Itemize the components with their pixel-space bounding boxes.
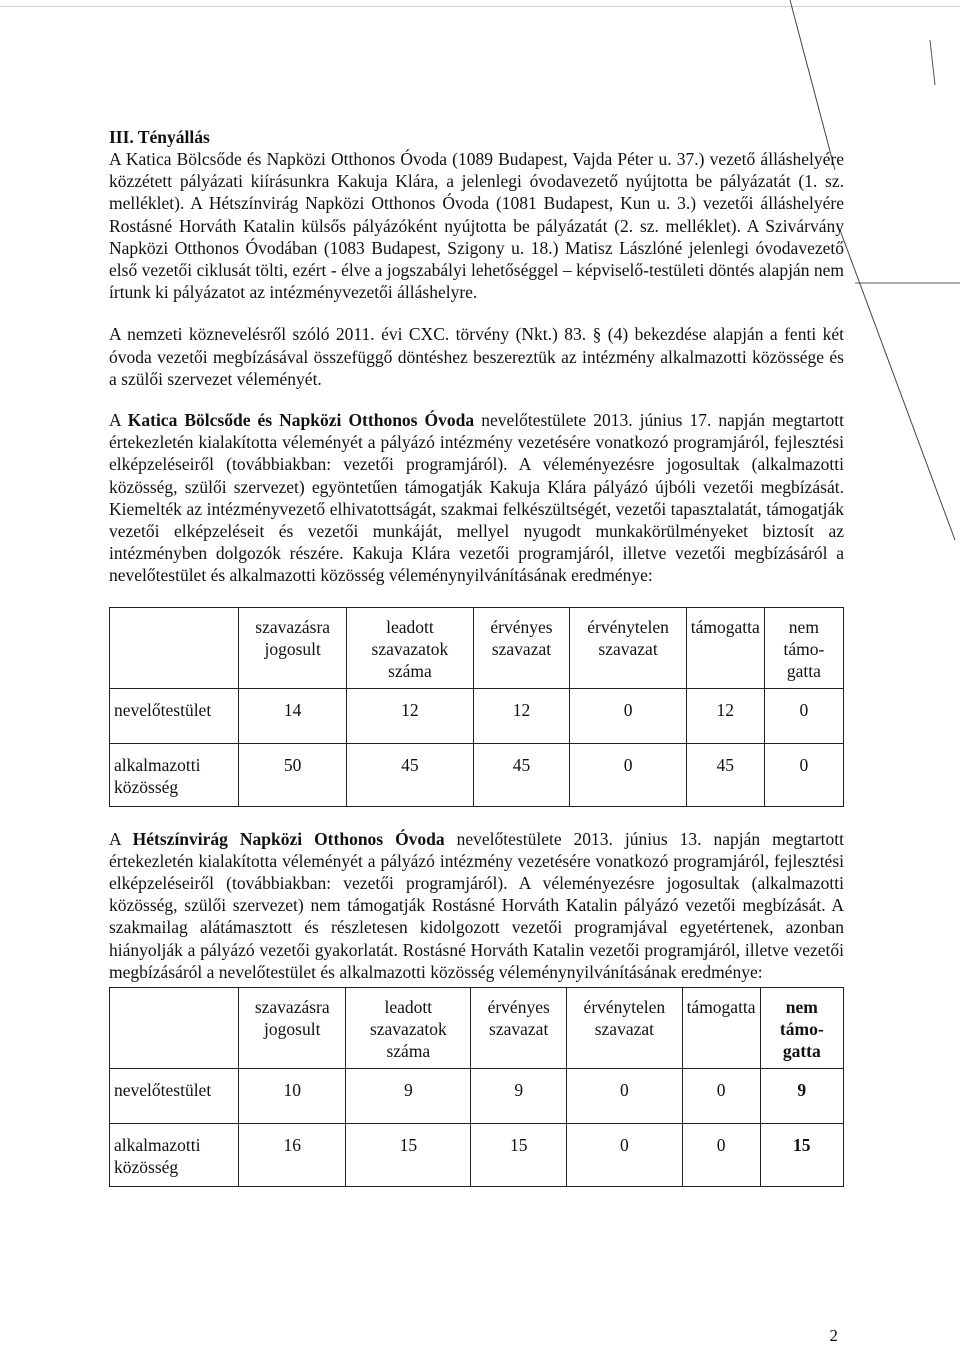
paragraph-3: A Katica Bölcsőde és Napközi Otthonos Óvoda nevelőtestülete 2013. június 17. napján megtartott értekezletén kialakította véleményét a pályázó intézmény vezetésére vonatkozó programjáról, fejlesztési elképzeléseiről (továbbiakban: vezetői programjáról). A véleményezésre jogosultak (alkalmazotti közösség, szülői szervezet) egyöntetűen támogatják Kakuja Klára pályázó újbóli vezetői megbízását. Kiemelték az intézményvezető elhivatottságát, szakmai felkészültségét, vezetői tapasztalatát, támogatják vezetői elképzeléseit és vezetői munkáját, mellyel nyugodt munkakörülményeket biztosít az intézményben dolgozók részére. Kakuja Klára vezetői programjáról, illetve vezetői megbízásáról a nevelőtestület és alkalmazotti közösség véleménynyilvánításának eredménye: [109,410,845,586]
table-header-row: szavazásra jogosult leadott szavazatok száma érvényes szavazat érvénytelen szavazat támogatta nem támo- gatta [110,607,844,688]
vote-table-hetszinvirag [109,987,844,1187]
page-number: 2 [829,1326,838,1345]
institution-name-katica: Katica Bölcsőde és Napközi Otthonos Óvoda [127,410,475,431]
document-body [109,126,844,1187]
paragraph-4: A Hétszínvirág Napközi Otthonos Óvoda nevelőtestülete 2013. június 13. napján megtartott értekezletén kialakította véleményét a pályázó intézmény vezetésére vonatkozó programjáról, fejlesztési elképzeléseiről (továbbiakban: vezetői programjáról). A véleményezésre jogosultak (alkalmazotti közösség, szülői szervezet) nem támogatják Rostásné Horváth Katalin pályázó vezetői megbízását. A szakmailag alátámasztott és részletesen kidolgozott vezetői programjával egyetértenek, azonban hiányolják a pályázó vezetői gyakorlatát. Rostásné Horváth Katalin vezetői programjáról, illetve vezetői megbízásáról a nevelőtestület és alkalmazotti közösség véleménynyilvánításának eredménye: [109,828,845,982]
paragraph-1: A Katica Bölcsőde és Napközi Otthonos Óvoda (1089 Budapest, Vajda Péter u. 37.) vezető álláshelyére közzétett pályázati kiírásunkra Kakuja Klára, a jelenlegi óvodavezető nyújtotta be pályázatát (1. sz. melléklet). A Hétszínvirág Napközi Otthonos Óvoda (1081 Budapest, Kun u. 3.) vezetői álláshelyére Rostásné Horváth Katalin külsős pályázóként nyújtotta be pályázatát (2. sz. melléklet). A Szivárvány Napközi Otthonos Óvodában (1083 Budapest, Szigony u. 18.) Matisz Lászlóné jelenlegi óvodavezető első vezetői ciklusát tölti, ezért - élve a jogszabályi lehetőséggel – képviselő-testületi döntés alapján nem írtunk ki pályázatot az intézményvezetői álláshelyre. [109,149,844,303]
table-row: alkalmazotti közösség 16 15 15 0 0 15 [110,1124,844,1187]
paragraph-2: A nemzeti köznevelésről szóló 2011. évi CXC. törvény (Nkt.) 83. § (4) bekezdése alapján a fenti két óvoda vezetői megbízásával összefüggő döntéshez beszereztük az intézmény alkalmazotti közössége és a szülői szervezet véleményét. [109,324,844,389]
table-header-row: szavazásra jogosult leadott szavazatok száma érvényes szavazat érvénytelen szavazat támogatta nem támo- gatta [110,988,844,1069]
table-row: nevelőtestület 10 9 9 0 0 9 [110,1069,844,1124]
table-row: nevelőtestület 14 12 12 0 12 0 [110,688,844,743]
vote-table-katica [109,607,844,807]
table-row: alkalmazotti közösség 50 45 45 0 45 0 [110,743,844,806]
institution-name-hetszinvirag: Hétszínvirág Napközi Otthonos Óvoda [132,828,445,849]
section-heading: III. Tényállás [109,127,210,147]
